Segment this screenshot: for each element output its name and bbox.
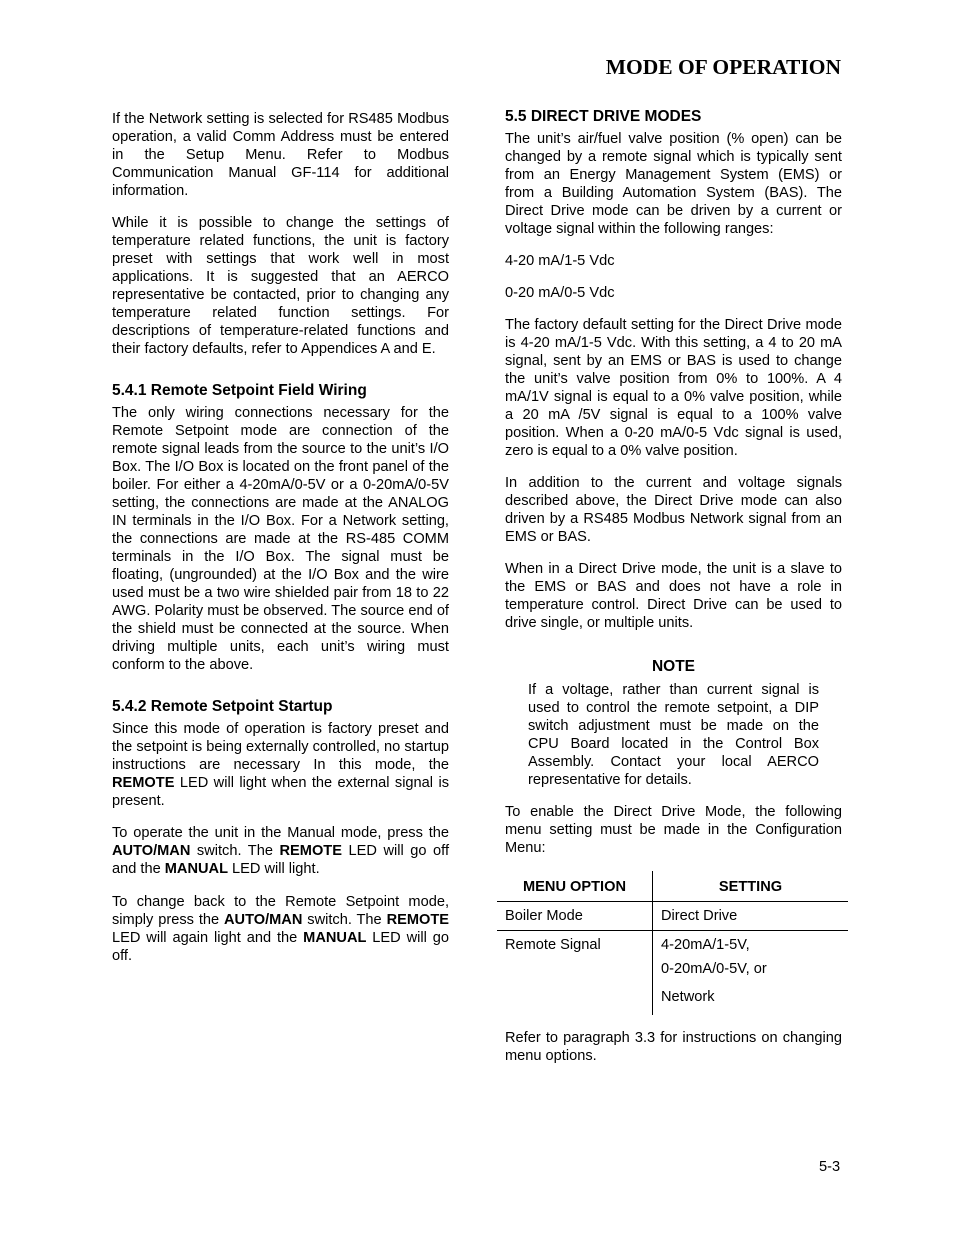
heading-direct-drive-modes: 5.5 DIRECT DRIVE MODES [505,108,702,125]
table-row [497,902,848,931]
paragraph-refer-3-3: Refer to paragraph 3.3 for instructions on changing menu options. [505,1030,842,1064]
paragraph-field-wiring: The only wiring connections necessary for the Remote Setpoint mode are connection of the remote signal leads from the source to the unit’s I/O Box. The I/O Box is located on the front panel of the boiler. For either a 4-20mA/0-5V or a 0-20mA/0-5V setting, the connections are made at the ANALOG IN terminals in the I/O Box. For a Network setting, the connections are made at the RS-485 COMM terminals in the I/O Box. The signal must be floating, (ungrounded) at the I/O Box and the wire used must be a two wire shielded pair from 18 to 22 AWG. Polarity must be observed. The source end of the shield must be connected at the source. When driving multiple units, each unit’s wiring must conform to the above. [112,405,449,673]
range-4-20: 4-20 mA/1-5 Vdc [505,253,615,269]
page-header-title: MODE OF OPERATION [605,55,841,79]
paragraph-factory-default: The factory default setting for the Direct Drive mode is 4-20 mA/1-5 Vdc. With this setting, a 4 to 20 mA signal, sent by an EMS or BAS is used to change the unit’s valve position from 0% to 100%. A 4 mA/1V signal is equal to a 0% valve position, while a 20 mA /5V signal is equal to a 100% valve position. When a 0-20 mA/0-5 Vdc signal is used, zero is equal to a 0% valve position. [505,317,842,459]
menu-settings-table [497,871,848,1015]
right-column [505,110,842,1079]
table-cell-option: Remote Signal [497,931,653,1016]
paragraph-network-setting: If the Network setting is selected for RS485 Modbus operation, a valid Comm Address must be entered in the Setup Menu. Refer to Modbus Communication Manual GF-114 for additional information. [112,111,449,199]
table-header-menu-option: MENU OPTION [497,871,653,902]
paragraph-direct-drive-intro: The unit’s air/fuel valve position (% open) can be changed by a remote signal which is typically sent from an Energy Management System (EMS) or from a Building Automation System (BAS). The Direct Drive mode can be driven by a current or voltage signal within the following ranges: [505,131,842,237]
heading-remote-setpoint-startup: 5.4.2 Remote Setpoint Startup [112,698,333,715]
table-cell-setting [653,931,849,1016]
table-row [497,931,848,1016]
setting-value: 4-20mA/1-5V, [661,937,750,953]
note-title: NOTE [651,658,696,675]
range-0-20: 0-20 mA/0-5 Vdc [505,285,615,301]
left-column [112,110,449,979]
paragraph-startup: Since this mode of operation is factory preset and the setpoint is being externally controlled, no startup instructions are necessary In this mode, the REMOTE LED will light when the external signal is present. [112,721,449,809]
note-body: If a voltage, rather than current signal is used to control the remote setpoint, a DIP switch adjustment must be made on the CPU Board located in the Control Box Assembly. Contact your local AERCO representative for details. [528,682,819,788]
table-header-row [497,871,848,902]
setting-value: Network [661,989,715,1005]
paragraph-change-back: To change back to the Remote Setpoint mode, simply press the AUTO/MAN switch. The REMOTE LED will again light and the MANUAL LED will go off. [112,894,449,964]
paragraph-slave-mode: When in a Direct Drive mode, the unit is a slave to the EMS or BAS and does not have a role in temperature control. Direct Drive can be used to drive single, or multiple units. [505,561,842,631]
paragraph-modbus-network: In addition to the current and voltage signals described above, the Direct Drive mode can also driven by a RS485 Modbus Network signal from an EMS or BAS. [505,475,842,545]
paragraph-enable-direct-drive: To enable the Direct Drive Mode, the following menu setting must be made in the Configuration Menu: [505,804,842,856]
setting-value: 0-20mA/0-5V, or [661,961,767,977]
table-cell-setting: Direct Drive [653,902,849,931]
table-cell-option: Boiler Mode [497,902,653,931]
page-number: 5-3 [819,1159,841,1175]
table-header-setting: SETTING [653,871,849,902]
paragraph-manual-mode: To operate the unit in the Manual mode, press the AUTO/MAN switch. The REMOTE LED will go off and the MANUAL LED will light. [112,825,449,877]
heading-remote-setpoint-field-wiring: 5.4.1 Remote Setpoint Field Wiring [112,382,367,399]
paragraph-temperature-settings: While it is possible to change the settings of temperature related functions, the unit is factory preset with settings that work well in most applications. It is suggested that an AERCO representative be contacted, prior to changing any temperature related function settings. For descriptions of temperature-related functions and their factory defaults, refer to Appendices A and E. [112,215,449,357]
